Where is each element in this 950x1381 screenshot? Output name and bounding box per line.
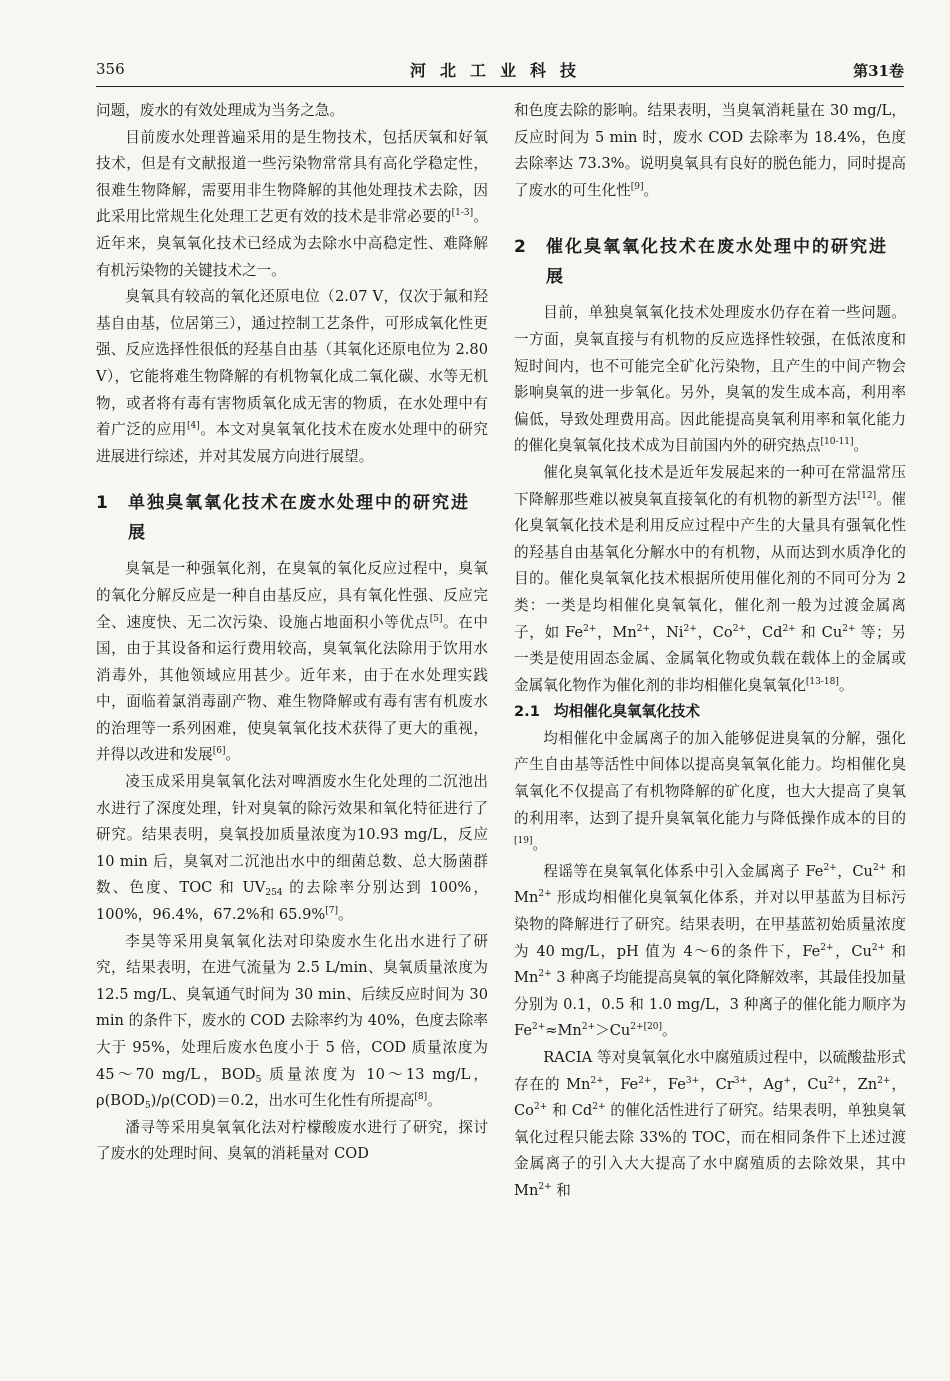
left-column xyxy=(96,98,488,1168)
citation: [10-11] xyxy=(820,437,854,448)
right-column xyxy=(514,98,906,1205)
citation: [20] xyxy=(643,1022,663,1033)
paragraph: 和色度去除的影响。结果表明，当臭氧消耗量在 30 mg/L，反应时间为 5 min 时，废水 COD 去除率为 18.4%，色度去除率达 73.3%。说明臭氧具有良好的脱色能力，同时提高了废水的可生化性[9]。 xyxy=(514,102,906,199)
paragraph: 目前，单独臭氧氧化技术处理废水仍存在着一些问题。一方面，臭氧直接与有机物的反应选择性较强，在低浓度和短时间内，也不可能完全矿化污染物，且产生的中间产物会影响臭氧的进一步氧化。另外，臭氧的发生成本高，利用率偏低，导致处理费用高。因此能提高臭氧利用率和氧化能力的催化臭氧氧化技术成为目前国内外的研究热点[10-11]。 xyxy=(514,304,906,455)
citation: [19] xyxy=(514,836,533,847)
running-header xyxy=(96,58,904,87)
page-number: 356 xyxy=(96,60,125,78)
citation: [5] xyxy=(429,613,443,624)
volume-label: 第31卷 xyxy=(853,62,904,80)
paragraph: RACIA 等对臭氧氧化水中腐殖质过程中，以硫酸盐形式存在的 $Mn^{2+}$，$Fe^{2+}$，$Fe^{3+}$，$Cr^{3+}$，Ag+，$Cu^{2+}$，$Zn^{2+}$，$Co^{2+}$ 和 $Cd^{2+}$ 的催化活性进行了研究。结果表明，单独臭氧氧化过程只能去除 33%的 TOC，而在相同条件下上述过渡金属离子的引入大大提高了水中腐殖质的去除效果，其中 $Mn^{2+}$ 和 xyxy=(514,1049,906,1199)
citation: [6] xyxy=(212,746,226,757)
citation: [12] xyxy=(857,490,877,501)
paragraph: 潘寻等采用臭氧氧化法对柠檬酸废水进行了研究，探讨了废水的处理时间、臭氧的消耗量对 COD xyxy=(96,1118,488,1163)
paragraph: 目前废水处理普遍采用的是生物技术，包括厌氧和好氧技术，但是有文献报道一些污染物常常具有高化学稳定性，很难生物降解，需要用非生物降解的其他处理技术去除，因此采用比常规生化处理工艺更有效的技术是非常必要的[1-3]。近年来，臭氧氧化技术已经成为去除水中高稳定性、难降解有机污染物的关键技术之一。 xyxy=(96,128,488,279)
paragraph: 凌玉成采用臭氧氧化法对啤酒废水生化处理的二沉池出水进行了深度处理，针对臭氧的除污效果和氧化特征进行了研究。结果表明，臭氧投加质量浓度为10.93 mg/L，反应 10 min 后，臭氧对二沉池出水中的细菌总数、总大肠菌群数、色度、TOC 和 $UV_{254}$ 的去除率分别达到 100%，100%，96.4%，67.2%和 65.9%[7]。 xyxy=(96,773,488,924)
journal-title: 河北工业科技 xyxy=(409,61,590,80)
section-heading-1: 1 单独臭氧氧化技术在废水处理中的研究进展 xyxy=(96,493,470,544)
citation: [13-18] xyxy=(805,676,839,687)
subsection-heading-2-1: 2.1 均相催化臭氧氧化技术 xyxy=(514,703,700,721)
citation: [9] xyxy=(630,181,644,192)
citation: [7] xyxy=(325,906,338,917)
section-heading-2: 2 催化臭氧氧化技术在废水处理中的研究进展 xyxy=(514,237,888,288)
paragraph: 程谣等在臭氧氧化体系中引入金属离子 $Fe^{2+}$，$Cu^{2+}$ 和 $Mn^{2+}$ 形成均相催化臭氧氧化体系，并对以甲基蓝为目标污染物的降解进行了研究。结果表明，在甲基蓝初始质量浓度为 40 mg/L，pH 值为 4～6的条件下，$Fe^{2+}$，$Cu^{2+}$ 和 $Mn^{2+}$ 3 种离子均能提高臭氧的氧化降解效率，其最佳投加量分别为 0.1，0.5 和 1.0 mg/L，3 种离子的催化能力顺序为 $Fe^{2+}\approx Mn^{2+}>Cu^{2+[20]}$。 xyxy=(514,862,906,1040)
paragraph: 李昊等采用臭氧氧化法对印染废水生化出水进行了研究，结果表明，在进气流量为 2.5 L/min、臭氧质量浓度为 12.5 mg/L、臭氧通气时间为 30 min、后续反应时间为 30 min 的条件下，废水的 COD 去除率约为 40%，色度去除率大于 95%，处理后废水色度小于 5 倍，COD 质量浓度为 45～70 mg/L，$BOD_5$ 质量浓度为 10～13 mg/L，$\rho(BOD_5)/\rho(COD)=0.2$，出水可生化性有所提高[8]。 xyxy=(96,932,488,1112)
paragraph: 臭氧具有较高的氧化还原电位（2.07 V，仅次于氟和羟基自由基，位居第三），通过控制工艺条件，可形成氧化性更强、反应选择性很低的羟基自由基（其氧化还原电位为 2.80 V），它能将难生物降解的有机物氧化成二氧化碳、水等无机物，或者将有毒有害物质氧化成无害的物质，在水处理中有着广泛的应用[4]。本文对臭氧氧化技术在废水处理中的研究进展进行综述，并对其发展方向进行展望。 xyxy=(96,288,488,465)
citation: [4] xyxy=(187,421,200,432)
paragraph: 催化臭氧氧化技术是近年发展起来的一种可在常温常压下降解那些难以被臭氧直接氧化的有机物的新型方法[12]。催化臭氧氧化技术是利用反应过程中产生的大量具有强氧化性的羟基自由基氧化分解水中的有机物，从而达到水质净化的目的。催化臭氧氧化技术根据所使用催化剂的不同可分为 2 类：一类是均相催化臭氧氧化，催化剂一般为过渡金属离子，如 $Fe^{2+}$，$Mn^{2+}$，$Ni^{2+}$，$Co^{2+}$，$Cd^{2+}$ 和 $Cu^{2+}$ 等；另一类是使用固态金属、金属氧化物或负载在载体上的金属或金属氧化物作为催化剂的非均相催化臭氧氧化[13-18]。 xyxy=(514,463,907,694)
paragraph: 均相催化中金属离子的加入能够促进臭氧的分解，强化产生自由基等活性中间体以提高臭氧氧化能力。均相催化臭氧氧化不仅提高了有机物降解的矿化度，也大大提高了臭氧的利用率，达到了提升臭氧氧化能力与降低操作成本的目的[19]。 xyxy=(514,729,906,854)
paragraph: 问题，废水的有效处理成为当务之急。 xyxy=(96,102,345,119)
citation: [8] xyxy=(414,1092,428,1103)
citation: [1-3] xyxy=(451,208,474,219)
paragraph: 臭氧是一种强氧化剂，在臭氧的氧化反应过程中，臭氧的氧化分解反应是一种自由基反应，具有氧化性强、反应完全、速度快、无二次污染、设施占地面积小等优点[5]。在中国，由于其设备和运行费用较高，臭氧氧化法除用于饮用水消毒外，其他领域应用甚少。近年来，由于在水处理实践中，面临着氯消毒副产物、难生物降解或有毒有害有机废水的治理等一系列困难，使臭氧氧化技术获得了更大的重视，并得以改进和发展[6]。 xyxy=(96,560,488,764)
